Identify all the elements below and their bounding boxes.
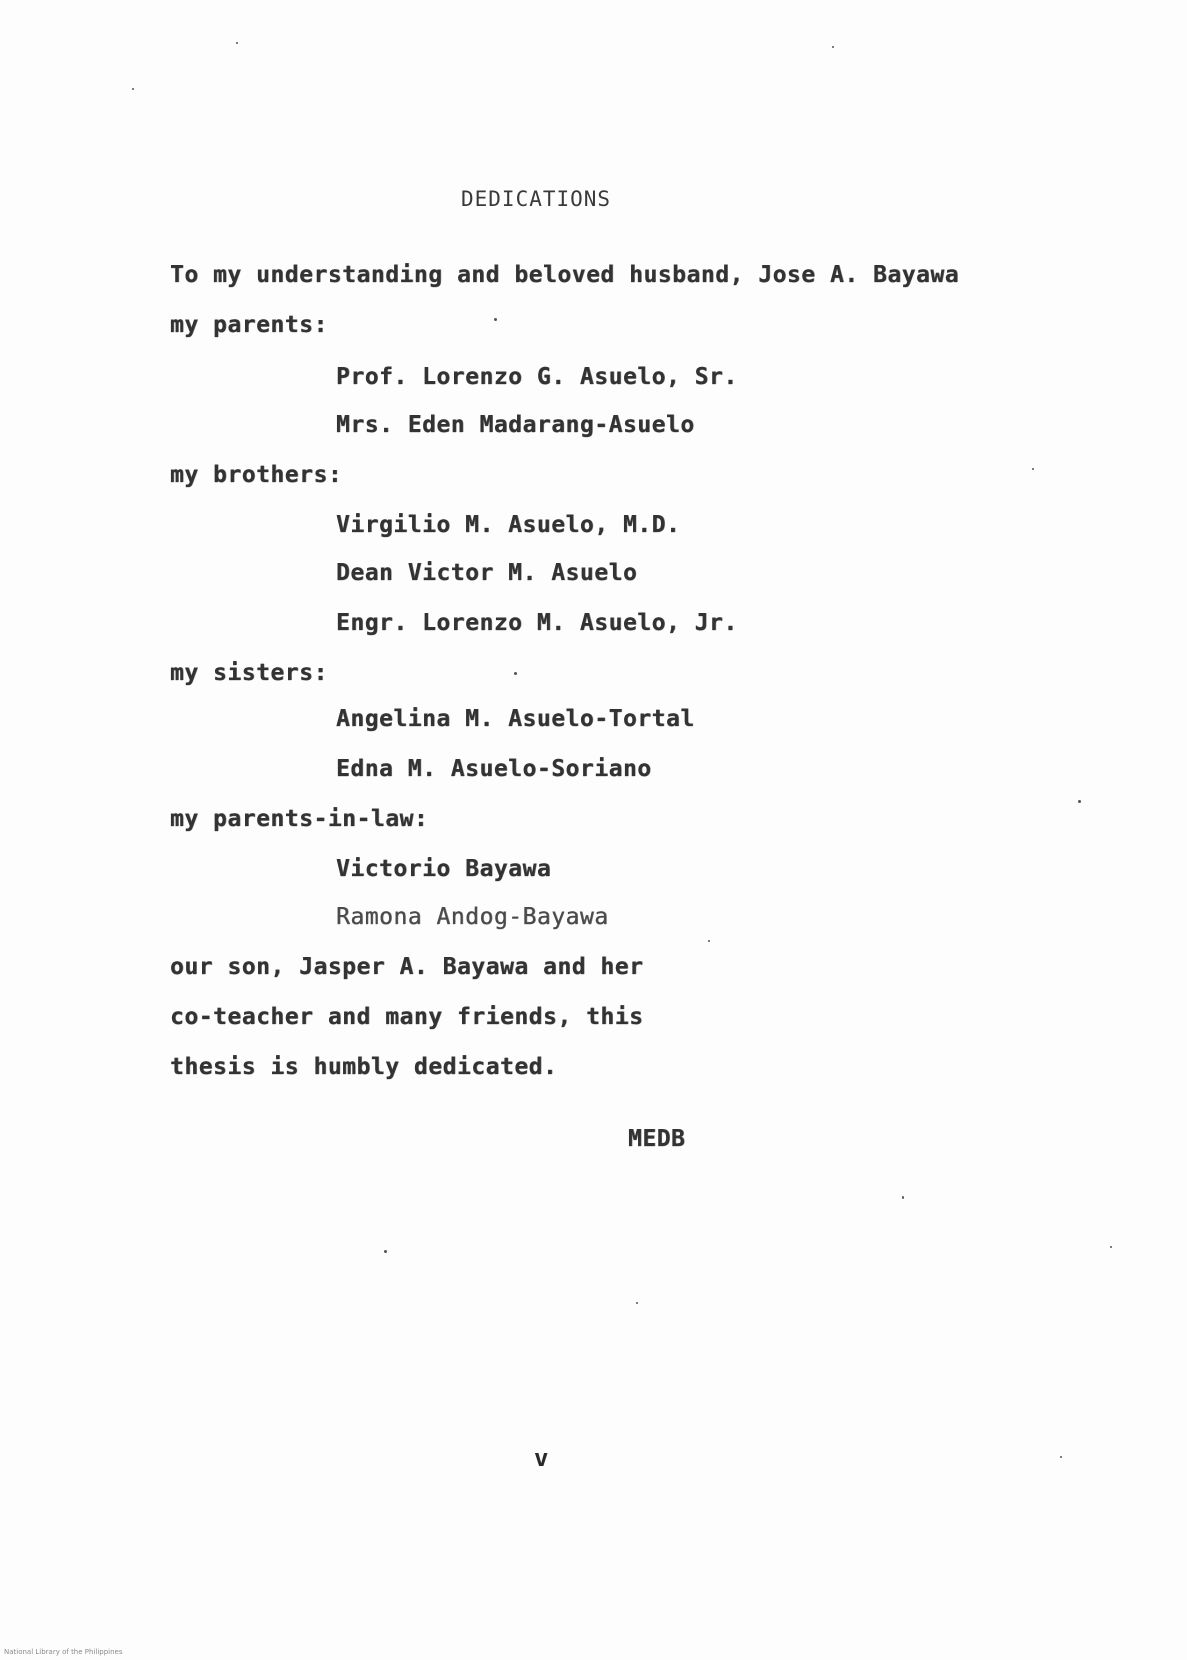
sister-name: Angelina M. Asuelo-Tortal [336,706,695,732]
parents-label: my parents: [170,312,328,338]
brother-name: Dean Victor M. Asuelo [336,560,638,586]
scan-speck [1060,1456,1062,1458]
sister-name: Edna M. Asuelo-Soriano [336,756,652,782]
scan-speck [514,672,517,675]
scan-speck [132,88,134,90]
parent-name: Prof. Lorenzo G. Asuelo, Sr. [336,364,738,390]
dedication-opening-line: To my understanding and beloved husband, Jose A. Bayawa [170,262,960,288]
brother-name: Virgilio M. Asuelo, M.D. [336,512,681,538]
page-title: DEDICATIONS [461,187,612,211]
scan-speck [636,1302,638,1304]
author-initials: MEDB [628,1126,686,1152]
sisters-label: my sisters: [170,660,328,686]
brother-name: Engr. Lorenzo M. Asuelo, Jr. [336,610,738,636]
scan-speck [1110,1246,1112,1248]
scan-speck [832,46,834,48]
page-number: v [534,1444,549,1472]
footer-watermark: National Library of the Philippines [4,1648,123,1656]
scan-speck [236,42,238,44]
closing-line: co-teacher and many friends, this [170,1004,644,1030]
brothers-label: my brothers: [170,462,343,488]
scan-speck [494,318,497,321]
scan-speck [384,1250,387,1253]
parent-name: Mrs. Eden Madarang-Asuelo [336,412,695,438]
closing-line: our son, Jasper A. Bayawa and her [170,954,644,980]
scan-speck [1032,468,1034,470]
inlaw-name: Victorio Bayawa [336,856,552,882]
scan-speck [902,1196,904,1199]
scan-speck [708,940,710,942]
scan-speck [1078,800,1081,803]
closing-line: thesis is humbly dedicated. [170,1054,558,1080]
inlaw-name: Ramona Andog-Bayawa [336,904,609,930]
inlaws-label: my parents-in-law: [170,806,429,832]
